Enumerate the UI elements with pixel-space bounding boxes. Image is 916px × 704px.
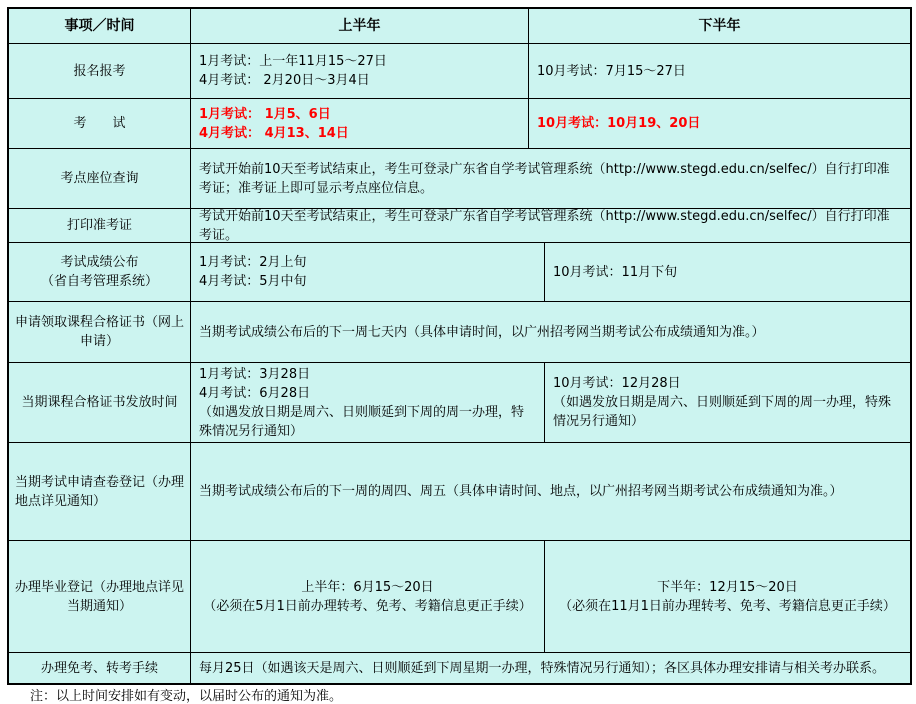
- text-line: 报名报考: [73, 63, 126, 79]
- second-half-cell: [545, 363, 910, 442]
- text-line: 4月考试：6月28日: [199, 385, 311, 401]
- text-line: 上半年：6月15～20日: [301, 579, 434, 595]
- table-row: [9, 541, 910, 653]
- row-label-cell: [9, 443, 191, 540]
- table-row: [9, 363, 910, 443]
- row-label-cell: [9, 363, 191, 442]
- first-half-cell: [191, 541, 545, 652]
- second-half-cell: [529, 44, 910, 98]
- text-line: 4月考试： 4月13、14日: [199, 125, 349, 141]
- text-line: （必须在5月1日前办理转考、免考、考籍信息更正手续）: [203, 598, 532, 614]
- row-label-cell: [9, 149, 191, 208]
- second-half-cell: [545, 541, 910, 652]
- text-line: （省自考管理系统）: [40, 274, 158, 289]
- first-half-cell: [191, 243, 545, 301]
- text-line: 打印准考证: [66, 218, 132, 233]
- text-line: 1月考试：2月上旬: [199, 255, 307, 270]
- text-line: 4月考试：5月中旬: [199, 274, 307, 289]
- footnote-clipped: 注：以上时间安排如有变动，以届时公布的通知为准。: [30, 689, 343, 704]
- second-half-cell: [529, 99, 910, 148]
- table-row: [9, 44, 910, 99]
- text-line: 申请领取课程合格证书（网上申请）: [14, 315, 184, 349]
- full-width-cell: [191, 443, 910, 540]
- text-line: （如遇发放日期是周六、日则顺延到下周的周一办理，特殊情况另行通知）: [199, 404, 525, 439]
- header-first-half: 上半年: [191, 9, 529, 43]
- row-label-cell: [9, 541, 191, 652]
- text-line: 当期课程合格证书发放时间: [21, 395, 178, 410]
- text-line: 1月考试： 1月5、6日: [199, 106, 331, 122]
- text-line: 考试开始前10天至考试结束止，考生可登录广东省自学考试管理系统（http://www.stegd.edu.cn/selfec/）自行打印准考证。: [199, 209, 890, 242]
- full-width-cell: [191, 209, 910, 242]
- table-row: [9, 209, 910, 243]
- second-half-cell: [545, 243, 910, 301]
- text-line: 考点座位查询: [60, 171, 139, 186]
- text-line: 下半年：12月15～20日: [657, 579, 798, 595]
- text-line: 考试开始前10天至考试结束止，考生可登录广东省自学考试管理系统（http://www.stegd.edu.cn/selfec/）自行打印准考证；准考证上即可显示考点座位信息。: [199, 161, 890, 196]
- text-line: （如遇发放日期是周六、日则顺延到下周的周一办理，特殊情况另行通知）: [553, 395, 892, 429]
- full-width-cell: [191, 302, 910, 362]
- row-label-cell: [9, 99, 191, 148]
- first-half-cell: [191, 99, 529, 148]
- row-label-cell: [9, 243, 191, 301]
- text-line: 办理免考、转考手续: [40, 660, 158, 676]
- full-width-cell: [191, 149, 910, 208]
- text-line: 1月考试：3月28日: [199, 366, 311, 382]
- text-line: 每月25日（如遇该天是周六、日则顺延到下周星期一办理，特殊情况另行通知）；各区具体办理安排请与相关考办联系。: [199, 660, 886, 676]
- first-half-cell: [191, 363, 545, 442]
- text-line: 办理毕业登记（办理地点详见当期通知）: [14, 579, 184, 614]
- table-row: [9, 243, 910, 302]
- exam-schedule-table: [7, 7, 912, 685]
- full-width-cell: [191, 653, 910, 683]
- text-line: 考 试: [73, 116, 126, 131]
- row-label-cell: [9, 209, 191, 242]
- text-line: 1月考试：上一年11月15～27日: [199, 54, 387, 69]
- text-line: 4月考试： 2月20日～3月4日: [199, 73, 370, 88]
- table-row: [9, 653, 910, 683]
- text-line: 当期考试成绩公布后的下一周的周四、周五（具体申请时间、地点，以广州招考网当期考试公布成绩通知为准。）: [199, 484, 843, 499]
- row-label-cell: [9, 302, 191, 362]
- table-row: [9, 149, 910, 209]
- table-header-row: [9, 9, 910, 44]
- text-line: 10月考试：11月下旬: [553, 264, 678, 280]
- header-second-half: 下半年: [698, 17, 741, 34]
- table-row: [9, 443, 910, 541]
- text-line: 当期考试申请查卷登记（办理地点详见通知）: [15, 474, 185, 509]
- row-label-cell: [9, 44, 191, 98]
- text-line: 考试成绩公布: [60, 255, 139, 270]
- text-line: 10月考试：10月19、20日: [537, 116, 701, 131]
- text-line: 10月考试：12月28日: [553, 376, 681, 391]
- first-half-cell: [191, 44, 529, 98]
- table-row: [9, 99, 910, 149]
- table-row: [9, 302, 910, 363]
- row-label-cell: [9, 653, 191, 683]
- text-line: （必须在11月1日前办理转考、免考、考籍信息更正手续）: [559, 598, 896, 614]
- text-line: 10月考试：7月15～27日: [537, 63, 686, 79]
- text-line: 当期考试成绩公布后的下一周七天内（具体申请时间，以广州招考网当期考试公布成绩通知为准。）: [199, 324, 765, 340]
- header-item-time: 事项／时间: [9, 9, 191, 43]
